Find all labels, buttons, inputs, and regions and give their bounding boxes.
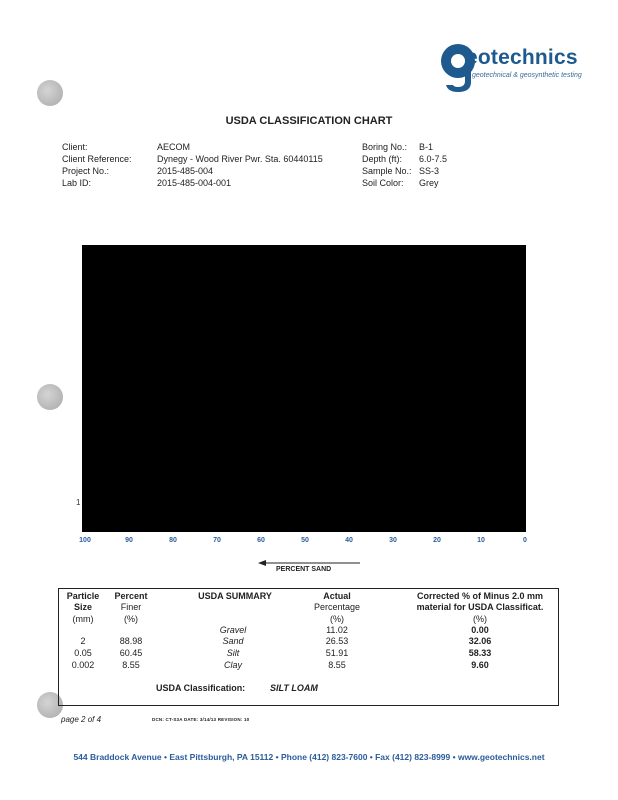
info-label: Sample No.: [362,166,412,176]
info-label: Client Reference: [62,154,132,164]
info-value: 2015-485-004-001 [157,178,232,188]
info-right-values [419,141,447,189]
info-value: B-1 [419,142,434,152]
info-value: Dynegy - Wood River Pwr. Sta. 60440115 [157,154,323,164]
info-value: 2015-485-004 [157,166,214,176]
info-label: Boring No.: [362,142,408,152]
geotechnics-logo [438,42,582,96]
x-tick-label: 40 [345,537,353,544]
x-tick-label: 50 [301,537,309,544]
row-finer: 60.45 [119,648,143,658]
row-finer: 88.98 [119,636,143,646]
row-name: Gravel [219,625,247,635]
punch-hole-middle [37,384,63,410]
document-control-code: DCN: CT-S3A DATE: 3/14/13 REVISION: 10 [152,717,250,722]
x-tick-label: 20 [433,537,441,544]
classification-value: SILT LOAM [270,683,318,693]
row-actual: 8.55 [328,660,346,670]
header-corrected-unit: (%) [473,614,487,624]
header-particle-size: Particle [66,591,100,601]
company-footer: 544 Braddock Avenue • East Pittsburgh, PA 15112 • Phone (412) 823-7600 • Fax (412) 823-8999 • www.geotechnics.net [73,752,545,762]
header-percent-finer: Finer [120,602,142,612]
header-corrected: Corrected % of Minus 2.0 mm [416,591,544,601]
info-label: Depth (ft): [362,154,403,164]
row-name: Clay [223,660,243,670]
page-title: USDA CLASSIFICATION CHART [225,115,393,127]
logo-wordmark: eotechnics [466,46,578,69]
row-actual: 11.02 [326,625,348,635]
row-name: Silt [226,648,240,658]
row-corrected: 32.06 [468,636,492,646]
header-actual: Actual [323,591,351,601]
row-corrected: 58.33 [468,648,492,658]
x-tick-label: 90 [125,537,133,544]
row-corrected: 9.60 [471,660,489,670]
row-name: Sand [222,636,244,646]
x-tick-label: 10 [477,537,485,544]
info-label: Lab ID: [62,178,92,188]
info-value: SS-3 [419,166,440,176]
info-left-labels [62,141,132,189]
row-size: 2 [80,636,86,646]
header-particle-size-unit: (mm) [72,614,94,624]
header-actual-unit: (%) [330,614,344,624]
info-right-labels [362,141,412,189]
info-label: Soil Color: [362,178,404,188]
x-tick-label: 80 [169,537,177,544]
x-tick-label: 70 [213,537,221,544]
row-size: 0.05 [74,648,92,658]
info-value: Grey [419,178,439,188]
header-actual: Percentage [313,602,361,612]
classification-chart-area [82,245,526,532]
page-number: page 2 of 4 [61,715,102,724]
header-corrected: material for USDA Classificat. [416,602,544,612]
header-percent-finer-unit: (%) [124,614,138,624]
classification-label: USDA Classification: [156,683,246,693]
info-value: 6.0-7.5 [419,154,448,164]
x-tick-label: 30 [389,537,397,544]
row-size: 0.002 [71,660,95,670]
row-actual: 26.53 [325,636,349,646]
header-usda-summary: USDA SUMMARY [198,591,272,601]
punch-hole-top [37,80,63,106]
x-tick-label: 100 [79,537,91,544]
chart-x-axis-label: PERCENT SAND [276,566,332,573]
usda-summary-table [58,588,559,706]
header-percent-finer: Percent [114,591,148,601]
logo-tagline: geotechnical & geosynthetic testing [472,72,582,79]
info-value: AECOM [157,142,191,152]
row-actual: 51.91 [325,648,349,658]
info-label: Project No.: [62,166,110,176]
header-particle-size: Size [73,602,93,612]
row-corrected: 0.00 [471,625,489,635]
info-label: Client: [62,142,88,152]
info-left-values [157,141,323,189]
chart-y-tick-fragment: 1 [76,498,81,507]
x-tick-label: 0 [523,537,527,544]
row-finer: 8.55 [122,660,140,670]
x-tick-label: 60 [257,537,265,544]
